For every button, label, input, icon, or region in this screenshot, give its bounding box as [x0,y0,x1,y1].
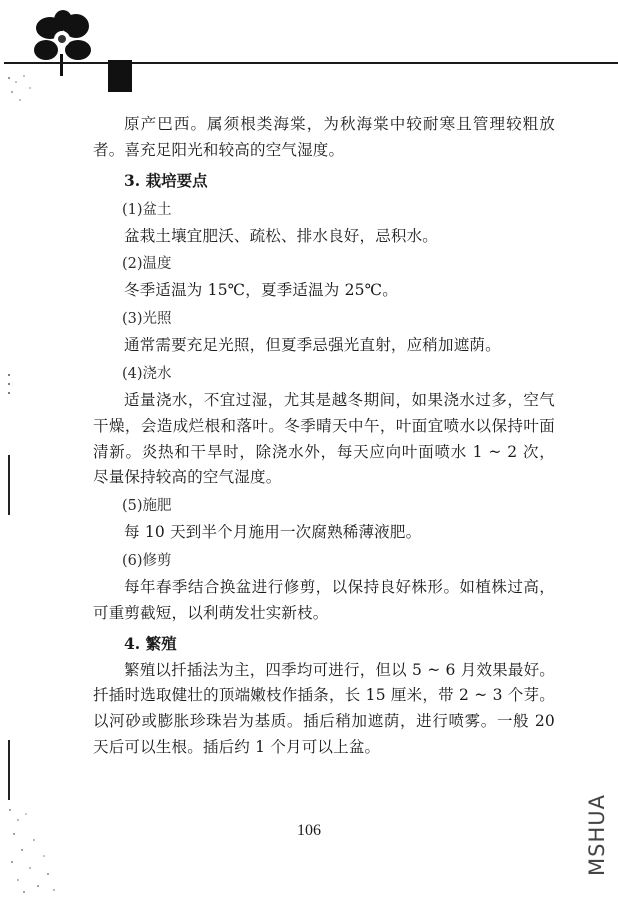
scan-speckle-top [4,72,44,112]
subheading-temperature: (2)温度 [122,256,172,273]
header-rule [4,62,618,64]
intro-paragraph: 原产巴西。属须根类海棠，为秋海棠中较耐寒且管理较粗放者。喜充足阳光和较高的空气湿度。 [93,115,555,159]
subheading-soil: (1)盆土 [122,201,172,218]
subheading-fertilizing: (5)施肥 [122,498,172,515]
paragraph-pruning: 每年春季结合换盆进行修剪，以保持良好株形。如植株过高，可重剪截短，以利萌发壮实新枝。 [93,577,555,622]
paragraph-soil: 盆栽土壤宜肥沃、疏松、排水良好，忌积水。 [124,226,439,245]
page-number: 106 [297,822,321,839]
margin-mark [8,740,10,800]
paragraph-temperature: 冬季适温为 15℃，夏季适温为 25℃。 [124,281,398,300]
paragraph-light: 通常需要充足光照，但夏季忌强光直射，应稍加遮荫。 [124,336,501,355]
paragraph-fertilizing: 每 10 天到半个月施用一次腐熟稀薄液肥。 [124,523,422,542]
margin-dots [6,372,12,396]
paragraph-propagation: 繁殖以扦插法为主，四季均可进行，但以 5 ~ 6 月效果最好。扦插时选取健壮的顶端嫩枝作插条，长 15 厘米，带 2 ~ 3 个芽。以河砂或膨胀珍珠岩为基质。插后稍加遮荫，进行喷雾。一般 20 天后可以生根。插后约 1 个月可以上盆。 [93,660,555,756]
flower-logo-icon [28,6,98,76]
paragraph-watering: 适量浇水，不宜过湿，尤其是越冬期间，如果浇水过多，空气干燥，会造成烂根和落叶。冬季晴天中午，叶面宜喷水以保持叶面清新。炎热和干旱时，除浇水外，每天应向叶面喷水 1 ~ 2 次，尽量保持较高的空气湿度。 [93,390,555,487]
subheading-pruning: (6)修剪 [122,552,172,569]
subheading-watering: (4)浇水 [122,365,172,382]
section-heading-cultivation: 3. 栽培要点 [124,170,208,190]
margin-mark [8,455,10,515]
watermark-text: MSHUA [585,794,610,876]
header-block [108,60,132,92]
watermark [585,785,609,885]
subheading-light: (3)光照 [122,311,172,328]
page-body [93,112,555,761]
section-heading-propagation: 4. 繁殖 [124,633,177,653]
scan-speckle-bottom [4,800,64,896]
